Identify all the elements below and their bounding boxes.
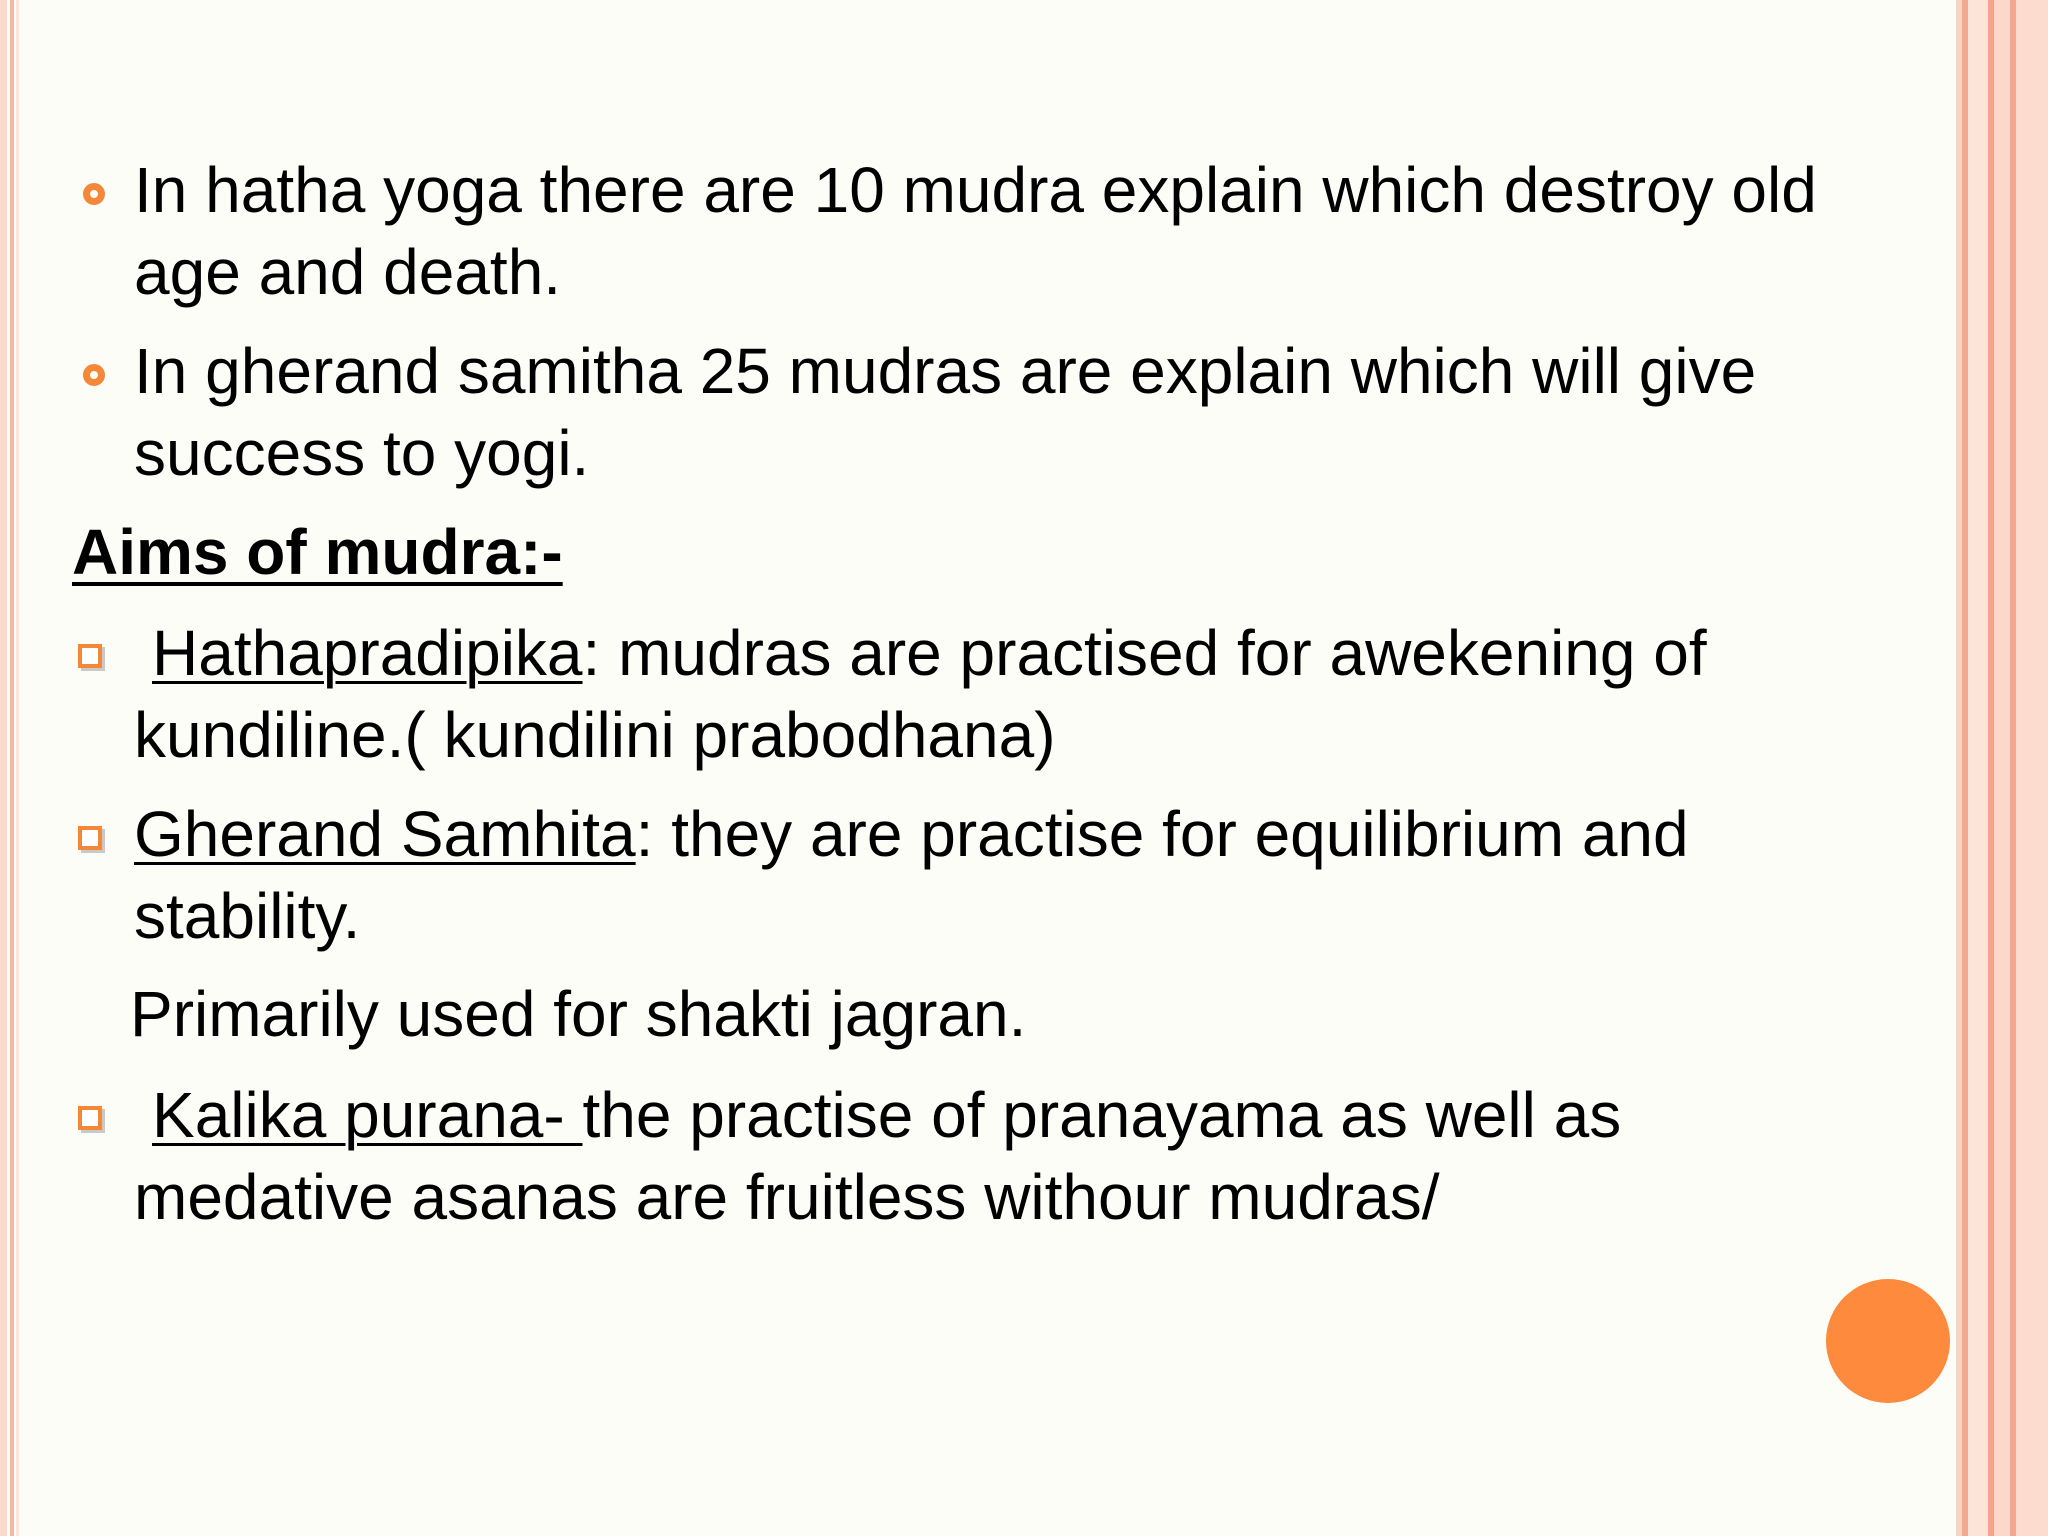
aim-1-line-1 xyxy=(152,612,1707,694)
aim-2-line-1 xyxy=(134,793,1689,875)
bullet-2-line-2: success to yogi. xyxy=(134,417,590,489)
aim-2-term: Gherand Samhita xyxy=(134,798,636,870)
section-heading: Aims of mudra:- xyxy=(72,516,563,588)
aim-3-term: Kalika purana- xyxy=(152,1079,583,1151)
bullet-2-line-1: In gherand samitha 25 mudras are explain which will give xyxy=(134,335,1757,407)
bullet-1-line-1: In hatha yoga there are 10 mudra explain which destroy old xyxy=(134,154,1817,226)
aim-3-line-2: medative asanas are fruitless withour mudras/ xyxy=(134,1161,1440,1233)
circle-bullet-icon xyxy=(83,364,105,386)
aim-1-line-2: kundiline.( kundilini prabodhana) xyxy=(134,699,1056,771)
aim-3-line-1 xyxy=(152,1074,1621,1156)
square-bullet-icon xyxy=(78,1106,102,1130)
decorative-orange-circle xyxy=(1826,1279,1950,1403)
aim-3-description: the practise of pranayama as well as xyxy=(582,1079,1622,1151)
aim-2-description: : they are practise for equilibrium and xyxy=(635,798,1689,870)
circle-bullet-icon xyxy=(83,183,105,205)
left-border-stripe xyxy=(16,0,19,1536)
square-bullet-icon xyxy=(78,644,102,668)
aim-2-line-3: Primarily used for shakti jagran. xyxy=(130,978,1027,1050)
bullet-1-line-2: age and death. xyxy=(134,236,562,308)
aim-1-description: : mudras are practised for awekening of xyxy=(582,617,1707,689)
right-border-stripe xyxy=(2016,0,2048,1536)
square-bullet-icon xyxy=(78,826,102,850)
aim-2-line-2: stability. xyxy=(134,880,361,952)
left-border-stripe xyxy=(10,0,14,1536)
aim-1-term: Hathapradipika xyxy=(152,617,583,689)
right-border-stripe xyxy=(1968,0,1988,1536)
left-border-stripe xyxy=(0,0,7,1536)
right-border-stripe xyxy=(1994,0,2010,1536)
